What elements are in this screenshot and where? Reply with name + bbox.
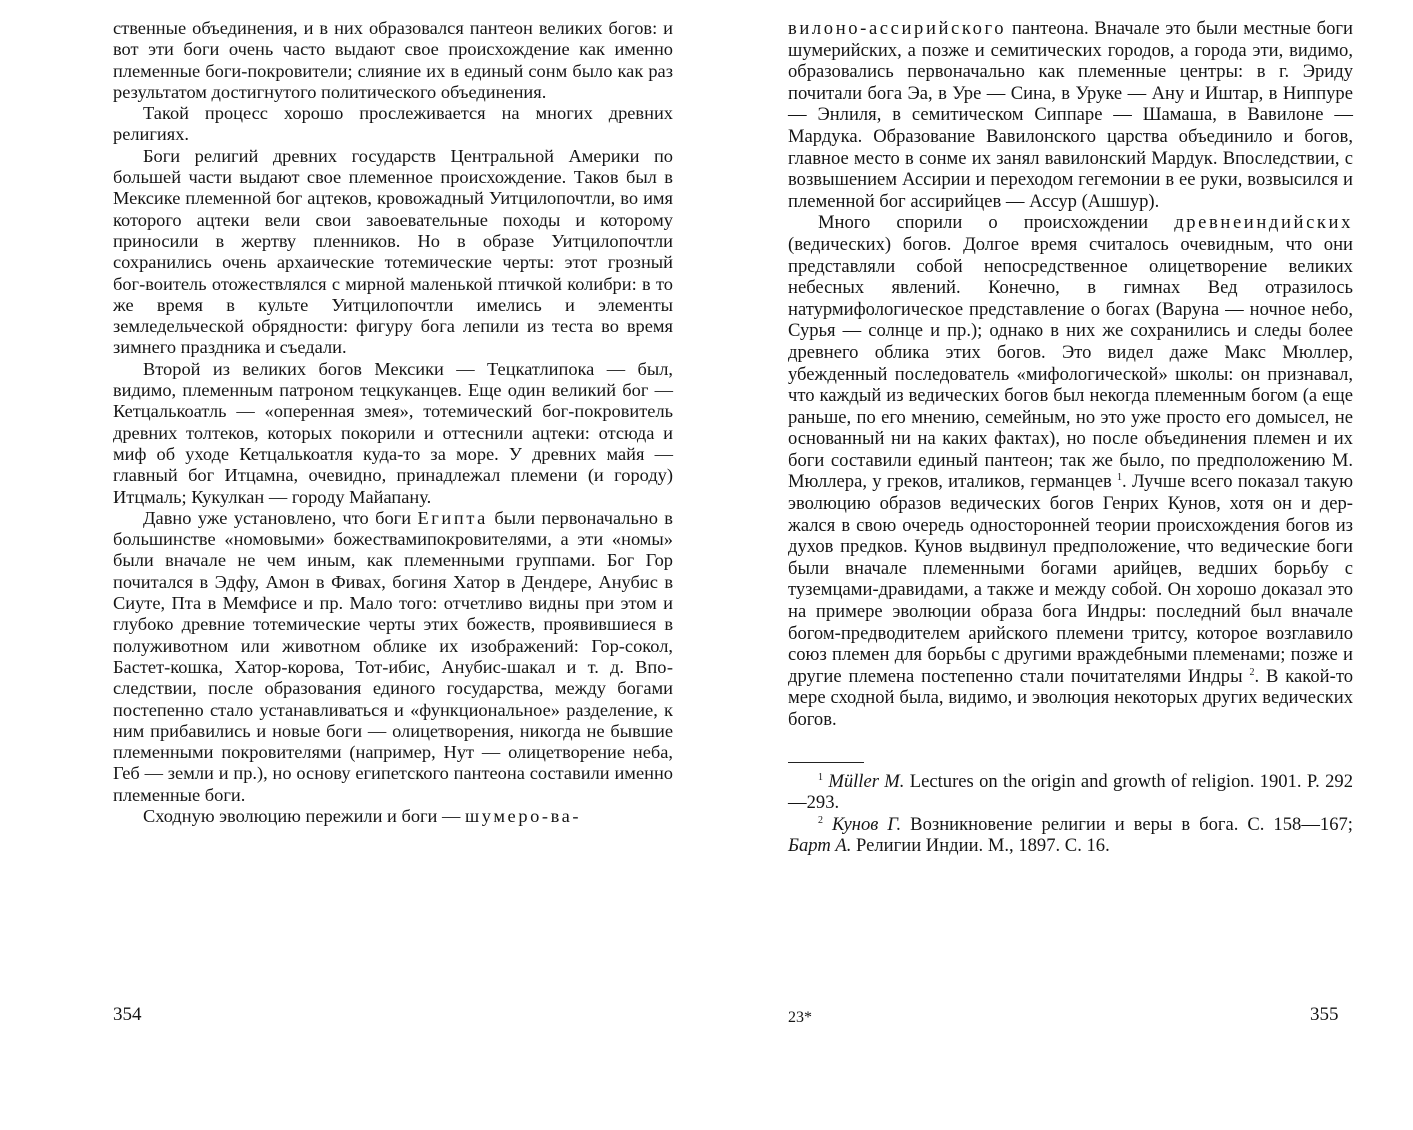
footnote-author: Барт А.	[788, 835, 852, 857]
spaced-emphasis: шумеро-ва-	[465, 805, 582, 826]
left-page	[113, 18, 673, 827]
footnote-mark: 1	[818, 771, 823, 783]
footnote-author: Кунов Г.	[831, 813, 902, 835]
spaced-emphasis: Египта	[417, 507, 488, 528]
page-number-right: 355	[1310, 1004, 1339, 1025]
left-paragraph: Второй из великих богов Мексики — Тецкатлипока — был, видимо, племенным патроном тецкуканцев. Еще один великий бог — Кетцалькоатль — «оперенная змея», тотемический бог-покровитель древних толтеков, которых покорили и оттеснили ацтеки: отсюда и миф об уходе Кетцалькоатля куда-то за море. У древних майя — главный бог Итцамна, очевидно, принадлежал племени (и городу) Итцмаль; Кукулкан — городу Майапану.	[113, 358, 674, 507]
footnote-author: Müller M.	[828, 770, 905, 792]
right-paragraph: Много спорили о происхождении древнеиндийских (ведических) богов. Долгое время считалось очевидным, что они представляли собой непосредственное олицетворение великих небесных явлений. Конечно, в гимнах Вед отразилось натурмифологическое представление о богах (Варуна — ночное небо, Сурья — солнце и пр.); однако в них же сохранились и следы более древнего облика этих богов. Это видел даже Макс Мюллер, убежденный последователь «мифологической» школы: он признавал, что каждый из ведических богов был некогда племенным богом (а еще раньше, по его мнению, семейным, но это уже просто его домысел, не основанный ни на каких фактах), но после объединения племен и их боги составили единый пантеон; так же было, по предположению М. Мюллера, у греков, италиков, германцев $^1$. Лучше всего показал такую эволюцию образов ведических богов Генрих Кунов, хотя он и держался в свою очередь односторонней теории происхождения богов из духов предков. Кунов выдвинул предположение, что ведические боги были вначале племенными богами арийцев, ведших борьбу с туземцами-дравидами, а также и между собой. Он хорошо доказал это на примере эволюции образа бога Индры: последний был вначале богом-предводителем арийского племени тритсу, которое возглавило союз племен для борьбы с другими враждебными племенами; позже и другие племена постепенно стали почитателями Индры $^2$. В какой-то мере сходной была, видимо, и эволюция некоторых других ведических богов.	[788, 212, 1354, 730]
left-paragraph: Боги религий древних государств Центральной Америки по большей части выдают свое племенное происхождение. Таков был в Мексике племенной бог ацтеков, кровожадный Уитцилопочтли, во имя которого ацтеки вели свои завоевательные походы и которому приносили в жертву пленников. Но в образе Уитцилопочтли сохранились очень архаические тотемические черты: этот грозный бог-воитель отожествлялся с мирной маленькой птичкой колибри: в то же время в культе Уитцилопочтли имелись и элементы земледельческой обрядности: фигуру бога лепили из теста во время зимнего праздника и съедали.	[113, 145, 674, 358]
right-page-body	[788, 18, 1353, 731]
page-number-left: 354	[113, 1004, 142, 1025]
left-paragraph: Такой процесс хорошо прослеживается на многих древних религиях.	[113, 103, 673, 145]
spaced-emphasis: ских	[1306, 212, 1353, 234]
signature-mark: 23*	[788, 1009, 812, 1026]
footnote-ref: 1	[1117, 472, 1123, 484]
spaced-emphasis: вилоно-ассирийского	[788, 18, 1007, 39]
spaced-emphasis: древнеиндий	[1174, 212, 1307, 234]
left-paragraph: Сходную эволюцию пережили и боги — шумеро-ва-	[143, 805, 582, 826]
footnote-rule	[788, 762, 864, 763]
left-paragraph: Давно уже установлено, что боги Египта были первоначально в большинстве «номовыми» божествамипокровителями, а эти «номы» были вначале не чем иным, как племенными группами. Бог Гор почитался в Эдфу, Амон в Фивах, богиня Хатор в Дендере, Анубис в Сиуте, Пта в Мемфисе и пр. Мало того: отчетливо видны при этом и глубоко древние тотемические черты этих божеств, проявившиеся в полуживотном или животном облике их изображений: Гор-сокол, Бастет-кошка, Хатор-корова, Тот-ибис, Анубис-шакал и т. д. Впоследствии, после образования единого государства, между богами постепенно стало устанавливаться и «функциональное» разделение, к ним прибавились и новые боги — олицетворения, никогда не бывшие племенными покровителями (например, Нут — олицетворение неба, Геб — земли и пр.), но основу египетского пантеона составили именно племенные боги.	[113, 507, 674, 805]
footnote-mark: 2	[818, 814, 823, 826]
right-page	[788, 18, 1353, 857]
footnote-ref: 2	[1249, 666, 1255, 678]
right-paragraph: вилоно-ассирийского пантеона. Вначале это были местные боги шумерийских, а позже и семитических городов, а города эти, видимо, образовались первоначально как племенные центры: в г. Эриду почитали бога Эа, в Уре — Сина, в Уруке — Ану и Иштар, в Ниппуре — Энлиля, в семитическом Сиппаре — Шамаша, в Вавилоне — Мардука. Образование Вавилонского царства объединило и богов, главное место в сонме их занял вавилонский Мардук. Впоследствии, с возвышением Ассирии и переходом гегемонии в ее руки, возвысился и племенной бог ассирийцев — Ассур (Ашшур).	[788, 18, 1354, 212]
footnote: $^1$ Müller M. Lectures on the origin and growth of religion. 1901. P. 292—293.	[788, 770, 1353, 814]
footnote: $^2$ Кунов Г. Возникновение религии и веры в бога. С. 158—167; Барт А. Религии Индии. М., 1897. С. 16.	[788, 813, 1353, 857]
footnotes	[788, 771, 1353, 857]
left-paragraph: ственные объединения, и в них образовался пантеон великих богов: и вот эти боги очень часто выдают свое происхождение как именно племенные боги-покровители; слияние их в единый сонм было как раз результатом достигнутого политического объединения.	[113, 18, 674, 102]
